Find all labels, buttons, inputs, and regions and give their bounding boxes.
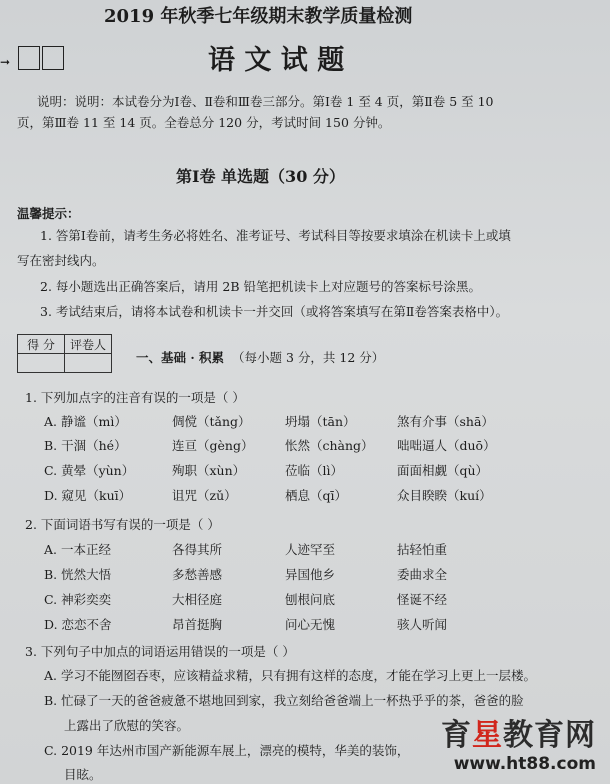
q1-c-4: 面面相觑（qù） <box>397 463 489 478</box>
instructions-line-1: 说明：说明：本试卷分为Ⅰ卷、Ⅱ卷和Ⅲ卷三部分。第Ⅰ卷 1 至 4 页，第Ⅱ卷 5 至 10 <box>37 94 494 109</box>
grader-cell <box>65 354 112 373</box>
q3-option-b-1: B. 忙碌了一天的爸爸疲惫不堪地回到家，我立刻给爸爸端上一杯热乎乎的茶，爸爸的脸 <box>44 693 524 708</box>
q1-d-1: D. 窥见（kuī） <box>44 488 132 503</box>
q3-option-a: A. 学习不能囫囵吞枣，应该精益求精，只有拥有这样的态度，才能在学习上更上一层楼。 <box>44 668 536 683</box>
tip-2: 2. 每小题选出正确答案后，请用 2B 铅笔把机读卡上对应题号的答案标号涂黑。 <box>40 279 481 294</box>
subject-title: 语 文 试 题 <box>208 45 345 76</box>
q2-d-1: D. 恋恋不舍 <box>44 617 112 632</box>
tip-3: 3. 考试结束后，请将本试卷和机读卡一并交回（或将答案填写在第Ⅱ卷答案表格中）。 <box>40 304 509 319</box>
q1-d-4: 众目睽睽（kuí） <box>397 488 492 503</box>
q2-a-1: A. 一本正经 <box>44 542 111 557</box>
q2-a-4: 拈轻怕重 <box>397 542 448 557</box>
q2-c-1: C. 神彩奕奕 <box>44 592 112 607</box>
q1-c-2: 殉职（xùn） <box>172 463 246 478</box>
q1-b-1: B. 干涸（hé） <box>44 438 127 453</box>
part-one-note: （每小题 3 分，共 12 分） <box>232 350 385 365</box>
watermark-text-pre: 育 <box>441 718 472 753</box>
q1-b-2: 连亘（gèng） <box>172 438 254 453</box>
q1-a-1: A. 静谧（mì） <box>44 414 127 429</box>
score-table <box>17 334 112 373</box>
q2-d-3: 问心无愧 <box>285 617 336 632</box>
q1-a-4: 煞有介事（shā） <box>397 414 494 429</box>
q3-option-c-1: C. 2019 年达州市国产新能源车展上，漂亮的模特，华美的装饰， <box>44 743 410 758</box>
q2-b-2: 多愁善感 <box>172 567 223 582</box>
q3-option-b-2: 上露出了欣慰的笑容。 <box>64 718 190 733</box>
q1-a-3: 坍塌（tān） <box>285 414 356 429</box>
q2-b-1: B. 恍然大悟 <box>44 567 112 582</box>
q1-d-2: 诅咒（zǔ） <box>172 488 237 503</box>
section-title: 第Ⅰ卷 单选题（30 分） <box>176 167 345 186</box>
tips-heading: 温馨提示： <box>17 206 80 221</box>
q2-b-3: 异国他乡 <box>285 567 336 582</box>
exam-title: 2019 年秋季七年级期末教学质量检测 <box>104 6 413 27</box>
part-one-title: 一、基础 · 积累 <box>136 350 225 365</box>
q2-d-4: 骇人听闻 <box>397 617 448 632</box>
q1-c-1: C. 黄晕（yùn） <box>44 463 135 478</box>
instructions-line-2: 页，第Ⅲ卷 11 至 14 页。全卷总分 120 分，考试时间 150 分钟。 <box>17 115 391 130</box>
q1-c-3: 莅临（lì） <box>285 463 343 478</box>
q2-c-4: 怪诞不经 <box>397 592 448 607</box>
q2-stem: 2. 下面词语书写有误的一项是（ ） <box>25 517 220 532</box>
seat-number-boxes <box>18 46 66 70</box>
q1-b-3: 怅然（chàng） <box>285 438 374 453</box>
arrow-icon: ➞ <box>0 55 11 69</box>
q3-stem: 3. 下列句子中加点的词语运用错误的一项是（ ） <box>25 644 295 659</box>
watermark-logo <box>441 710 596 774</box>
q2-a-3: 人迹罕至 <box>285 542 336 557</box>
q1-d-3: 栖息（qī） <box>285 488 347 503</box>
watermark-text-red: 星 <box>472 718 503 753</box>
tip-1b: 写在密封线内。 <box>17 253 105 268</box>
q2-b-4: 委曲求全 <box>397 567 448 582</box>
q2-d-2: 昂首挺胸 <box>172 617 223 632</box>
q2-c-2: 大相径庭 <box>172 592 223 607</box>
q3-option-c-2: 目眩。 <box>64 767 102 782</box>
tip-1a: 1. 答第Ⅰ卷前，请考生务必将姓名、准考证号、考试科目等按要求填涂在机读卡上或填 <box>40 228 511 243</box>
q1-b-4: 咄咄逼人（duō） <box>397 438 496 453</box>
q2-c-3: 刨根问底 <box>285 592 336 607</box>
score-header: 得 分 <box>18 335 65 354</box>
q2-a-2: 各得其所 <box>172 542 223 557</box>
q1-a-2: 倜傥（tǎng） <box>172 414 251 429</box>
watermark-url: www.ht88.com <box>453 754 596 774</box>
watermark-text-post: 教育网 <box>503 718 596 753</box>
q1-stem: 1. 下列加点字的注音有误的一项是（ ） <box>25 390 245 405</box>
score-cell <box>18 354 65 373</box>
grader-header: 评卷人 <box>65 335 112 354</box>
